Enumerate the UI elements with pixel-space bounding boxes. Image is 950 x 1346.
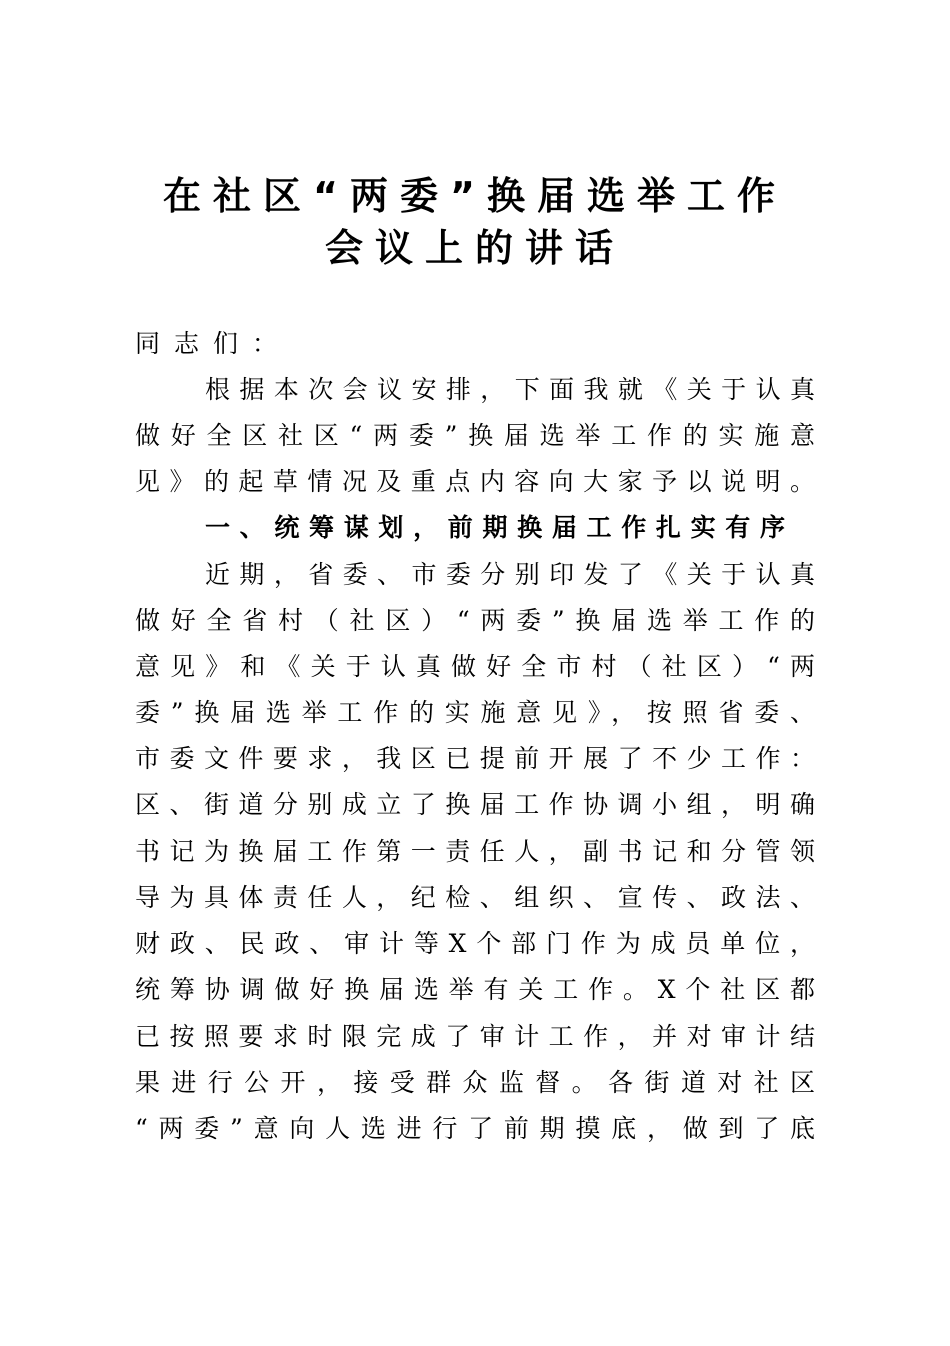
paragraph-line: 根据本次会议安排，下面我就《关于认真 [205, 375, 815, 404]
paragraph-line: 已按照要求时限完成了审计工作，并对审计结 [135, 1022, 815, 1051]
section-heading: 一、统筹谋划，前期换届工作扎实有序 [205, 513, 785, 542]
salutation: 同志们： [135, 329, 292, 358]
paragraph-line: 导为具体责任人，纪检、组织、宣传、政法、 [135, 883, 815, 912]
paragraph-line: 委”换届选举工作的实施意见》，按照省委、 [135, 698, 815, 727]
paragraph-line: “两委”意向人选进行了前期摸底，做到了底 [135, 1114, 815, 1143]
paragraph-line: 做好全省村（社区）“两委”换届选举工作的 [135, 606, 815, 635]
paragraph-line: 统筹协调做好换届选举有关工作。X个社区都 [135, 975, 815, 1004]
title-line-2: 会议上的讲话 [324, 226, 625, 270]
paragraph-line: 做好全区社区“两委”换届选举工作的实施意 [135, 421, 815, 450]
title-line-1: 在社区“两委”换届选举工作 [163, 174, 787, 218]
paragraph-line: 果进行公开，接受群众监督。各街道对社区 [135, 1068, 815, 1097]
paragraph-line: 意见》和《关于认真做好全市村（社区）“两 [135, 652, 815, 681]
paragraph-line: 见》的起草情况及重点内容向大家予以说明。 [135, 467, 815, 496]
paragraph-line: 区、街道分别成立了换届工作协调小组，明确 [135, 790, 815, 819]
paragraph-line: 近期，省委、市委分别印发了《关于认真 [205, 560, 815, 589]
paragraph-line: 市委文件要求，我区已提前开展了不少工作： [135, 744, 815, 773]
document-title [135, 170, 815, 274]
paragraph-line: 财政、民政、审计等X个部门作为成员单位， [135, 929, 815, 958]
paragraph-line: 书记为换届工作第一责任人，副书记和分管领 [135, 837, 815, 866]
